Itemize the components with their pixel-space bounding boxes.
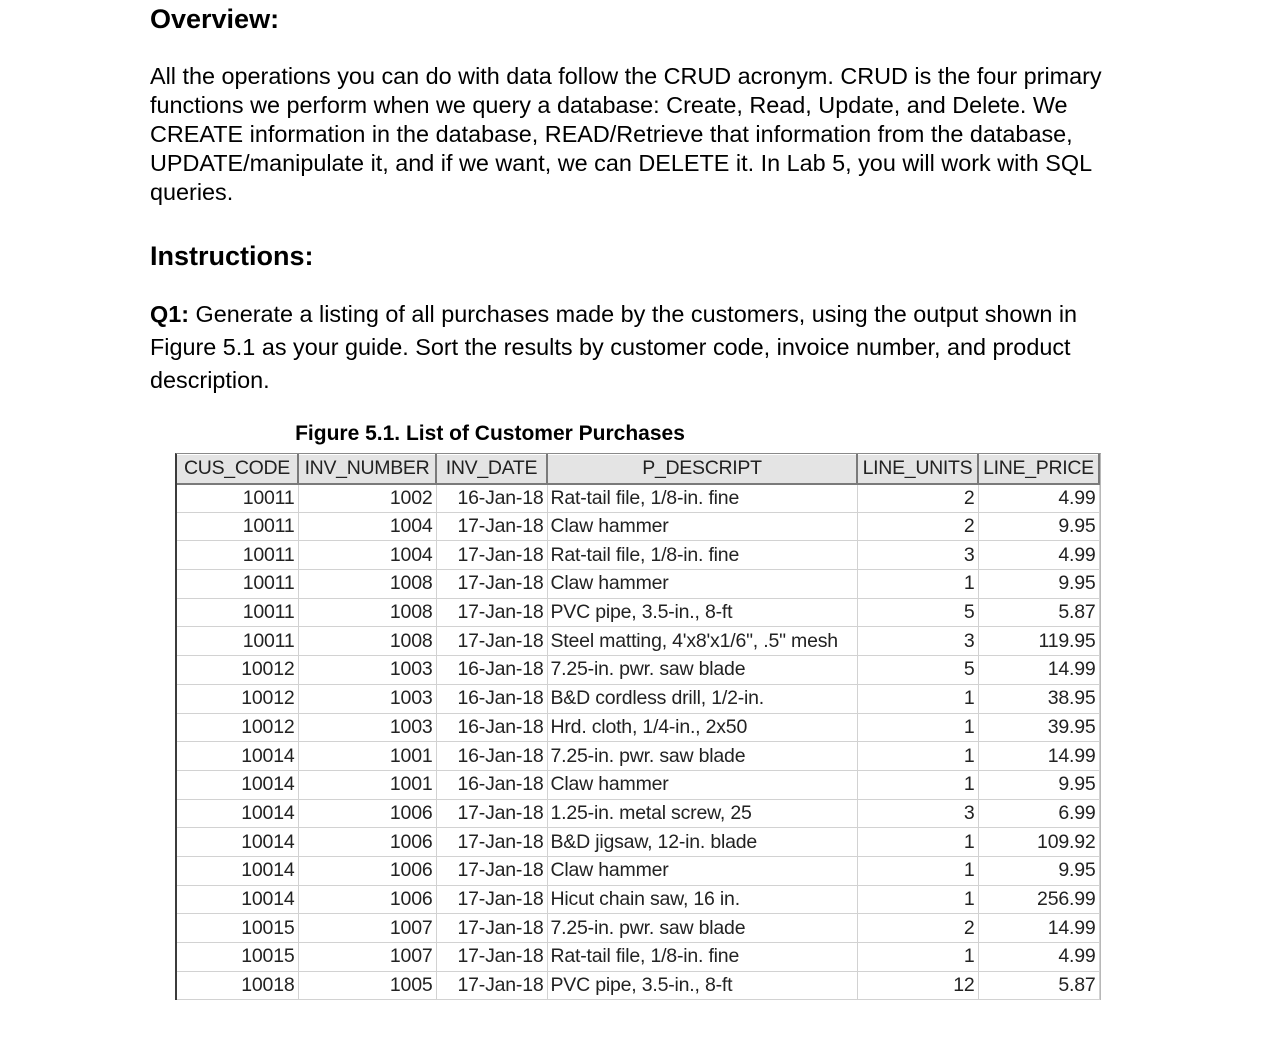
line-price-cell: 9.95 xyxy=(978,770,1099,799)
table-row xyxy=(177,799,1099,828)
table-body xyxy=(177,484,1099,1000)
inv-number-cell: 1002 xyxy=(298,484,436,513)
inv-number-cell: 1006 xyxy=(298,799,436,828)
table-row xyxy=(177,512,1099,541)
table-row xyxy=(177,828,1099,857)
inv-date-cell: 16-Jan-18 xyxy=(436,770,547,799)
p-descript-cell: Rat-tail file, 1/8-in. fine xyxy=(547,484,857,513)
line-price-cell: 4.99 xyxy=(978,943,1099,972)
line-units-cell: 1 xyxy=(857,943,978,972)
line-units-cell: 1 xyxy=(857,570,978,599)
table-row xyxy=(177,627,1099,656)
table-row xyxy=(177,770,1099,799)
inv-number-cell: 1007 xyxy=(298,914,436,943)
line-units-cell: 1 xyxy=(857,770,978,799)
inv-number-cell: 1008 xyxy=(298,627,436,656)
line-units-cell: 1 xyxy=(857,713,978,742)
line-units-cell: 2 xyxy=(857,914,978,943)
inv-number-cell: 1008 xyxy=(298,598,436,627)
table-row xyxy=(177,541,1099,570)
line-price-cell: 109.92 xyxy=(978,828,1099,857)
line-units-cell: 5 xyxy=(857,598,978,627)
cus-code-cell: 10012 xyxy=(177,713,298,742)
table-row xyxy=(177,856,1099,885)
inv-date-cell: 17-Jan-18 xyxy=(436,828,547,857)
cus-code-cell: 10014 xyxy=(177,742,298,771)
p-descript-cell: B&D jigsaw, 12-in. blade xyxy=(547,828,857,857)
inv-number-cell: 1001 xyxy=(298,742,436,771)
overview-heading: Overview: xyxy=(150,4,280,34)
p-descript-cell: 7.25-in. pwr. saw blade xyxy=(547,742,857,771)
inv-date-cell: 16-Jan-18 xyxy=(436,684,547,713)
inv-date-cell: 17-Jan-18 xyxy=(436,512,547,541)
column-header-inv-date: INV_DATE xyxy=(436,455,547,484)
cus-code-cell: 10014 xyxy=(177,856,298,885)
line-price-cell: 4.99 xyxy=(978,484,1099,513)
line-price-cell: 5.87 xyxy=(978,598,1099,627)
cus-code-cell: 10011 xyxy=(177,627,298,656)
p-descript-cell: Hrd. cloth, 1/4-in., 2x50 xyxy=(547,713,857,742)
inv-date-cell: 17-Jan-18 xyxy=(436,971,547,1000)
p-descript-cell: Hicut chain saw, 16 in. xyxy=(547,885,857,914)
cus-code-cell: 10014 xyxy=(177,799,298,828)
inv-number-cell: 1004 xyxy=(298,512,436,541)
inv-number-cell: 1003 xyxy=(298,713,436,742)
purchases-table xyxy=(177,454,1100,1000)
inv-date-cell: 17-Jan-18 xyxy=(436,799,547,828)
line-price-cell: 9.95 xyxy=(978,856,1099,885)
inv-number-cell: 1003 xyxy=(298,684,436,713)
table-row xyxy=(177,570,1099,599)
p-descript-cell: Claw hammer xyxy=(547,512,857,541)
cus-code-cell: 10014 xyxy=(177,770,298,799)
p-descript-cell: Rat-tail file, 1/8-in. fine xyxy=(547,541,857,570)
line-units-cell: 1 xyxy=(857,684,978,713)
q1-label: Q1: xyxy=(150,301,189,327)
cus-code-cell: 10011 xyxy=(177,512,298,541)
inv-date-cell: 17-Jan-18 xyxy=(436,541,547,570)
line-units-cell: 2 xyxy=(857,484,978,513)
p-descript-cell: Steel matting, 4'x8'x1/6", .5" mesh xyxy=(547,627,857,656)
cus-code-cell: 10011 xyxy=(177,598,298,627)
table-row xyxy=(177,885,1099,914)
line-units-cell: 12 xyxy=(857,971,978,1000)
inv-date-cell: 17-Jan-18 xyxy=(436,914,547,943)
column-header-line-price: LINE_PRICE xyxy=(978,455,1099,484)
column-header-inv-number: INV_NUMBER xyxy=(298,455,436,484)
table-row xyxy=(177,684,1099,713)
p-descript-cell: Claw hammer xyxy=(547,856,857,885)
line-units-cell: 2 xyxy=(857,512,978,541)
line-price-cell: 14.99 xyxy=(978,914,1099,943)
table-row xyxy=(177,971,1099,1000)
line-price-cell: 5.87 xyxy=(978,971,1099,1000)
inv-date-cell: 17-Jan-18 xyxy=(436,627,547,656)
p-descript-cell: 1.25-in. metal screw, 25 xyxy=(547,799,857,828)
p-descript-cell: PVC pipe, 3.5-in., 8-ft xyxy=(547,598,857,627)
inv-date-cell: 17-Jan-18 xyxy=(436,856,547,885)
table-row xyxy=(177,742,1099,771)
p-descript-cell: Claw hammer xyxy=(547,570,857,599)
cus-code-cell: 10015 xyxy=(177,914,298,943)
line-units-cell: 1 xyxy=(857,856,978,885)
line-price-cell: 9.95 xyxy=(978,512,1099,541)
inv-number-cell: 1005 xyxy=(298,971,436,1000)
inv-date-cell: 17-Jan-18 xyxy=(436,885,547,914)
cus-code-cell: 10011 xyxy=(177,570,298,599)
cus-code-cell: 10012 xyxy=(177,656,298,685)
table-row xyxy=(177,914,1099,943)
line-units-cell: 1 xyxy=(857,742,978,771)
figure-caption: Figure 5.1. List of Customer Purchases xyxy=(295,422,685,445)
line-units-cell: 3 xyxy=(857,799,978,828)
inv-date-cell: 16-Jan-18 xyxy=(436,484,547,513)
table-row xyxy=(177,484,1099,513)
inv-number-cell: 1003 xyxy=(298,656,436,685)
column-header-line-units: LINE_UNITS xyxy=(857,455,978,484)
inv-date-cell: 17-Jan-18 xyxy=(436,570,547,599)
table-row xyxy=(177,713,1099,742)
line-price-cell: 9.95 xyxy=(978,570,1099,599)
purchases-grid xyxy=(175,453,1101,1000)
cus-code-cell: 10018 xyxy=(177,971,298,1000)
p-descript-cell: Rat-tail file, 1/8-in. fine xyxy=(547,943,857,972)
line-price-cell: 14.99 xyxy=(978,742,1099,771)
p-descript-cell: 7.25-in. pwr. saw blade xyxy=(547,914,857,943)
line-price-cell: 119.95 xyxy=(978,627,1099,656)
inv-number-cell: 1006 xyxy=(298,885,436,914)
line-price-cell: 4.99 xyxy=(978,541,1099,570)
instructions-heading: Instructions: xyxy=(150,241,314,271)
line-price-cell: 6.99 xyxy=(978,799,1099,828)
inv-number-cell: 1006 xyxy=(298,856,436,885)
column-header-cus-code: CUS_CODE xyxy=(177,455,298,484)
line-units-cell: 3 xyxy=(857,627,978,656)
cus-code-cell: 10015 xyxy=(177,943,298,972)
cus-code-cell: 10014 xyxy=(177,828,298,857)
inv-number-cell: 1006 xyxy=(298,828,436,857)
cus-code-cell: 10011 xyxy=(177,484,298,513)
inv-date-cell: 16-Jan-18 xyxy=(436,656,547,685)
line-price-cell: 14.99 xyxy=(978,656,1099,685)
overview-paragraph: All the operations you can do with data follow the CRUD acronym. CRUD is the four primary functions we perform when we query a database: Create, Read, Update, and Delete. We CREATE information in the database, READ/Retrieve that information from the database, UPDATE/manipulate it, and if we want, we can DELETE it. In Lab 5, you will work with SQL queries. xyxy=(150,63,1102,205)
p-descript-cell: 7.25-in. pwr. saw blade xyxy=(547,656,857,685)
p-descript-cell: B&D cordless drill, 1/2-in. xyxy=(547,684,857,713)
line-units-cell: 1 xyxy=(857,828,978,857)
inv-date-cell: 16-Jan-18 xyxy=(436,713,547,742)
line-units-cell: 1 xyxy=(857,885,978,914)
inv-date-cell: 17-Jan-18 xyxy=(436,943,547,972)
inv-date-cell: 16-Jan-18 xyxy=(436,742,547,771)
p-descript-cell: PVC pipe, 3.5-in., 8-ft xyxy=(547,971,857,1000)
table-row xyxy=(177,656,1099,685)
cus-code-cell: 10014 xyxy=(177,885,298,914)
cus-code-cell: 10012 xyxy=(177,684,298,713)
line-units-cell: 5 xyxy=(857,656,978,685)
q1-text: Generate a listing of all purchases made by the customers, using the output shown in Figure 5.1 as your guide. Sort the results by customer code, invoice number, and product description. xyxy=(150,301,1078,393)
q1-paragraph xyxy=(150,298,1125,397)
inv-number-cell: 1007 xyxy=(298,943,436,972)
inv-date-cell: 17-Jan-18 xyxy=(436,598,547,627)
p-descript-cell: Claw hammer xyxy=(547,770,857,799)
line-price-cell: 256.99 xyxy=(978,885,1099,914)
line-price-cell: 39.95 xyxy=(978,713,1099,742)
table-row xyxy=(177,943,1099,972)
line-units-cell: 3 xyxy=(857,541,978,570)
line-price-cell: 38.95 xyxy=(978,684,1099,713)
inv-number-cell: 1004 xyxy=(298,541,436,570)
inv-number-cell: 1001 xyxy=(298,770,436,799)
header-row xyxy=(177,455,1099,484)
table-row xyxy=(177,598,1099,627)
cus-code-cell: 10011 xyxy=(177,541,298,570)
column-header-p-descript: P_DESCRIPT xyxy=(547,455,857,484)
inv-number-cell: 1008 xyxy=(298,570,436,599)
